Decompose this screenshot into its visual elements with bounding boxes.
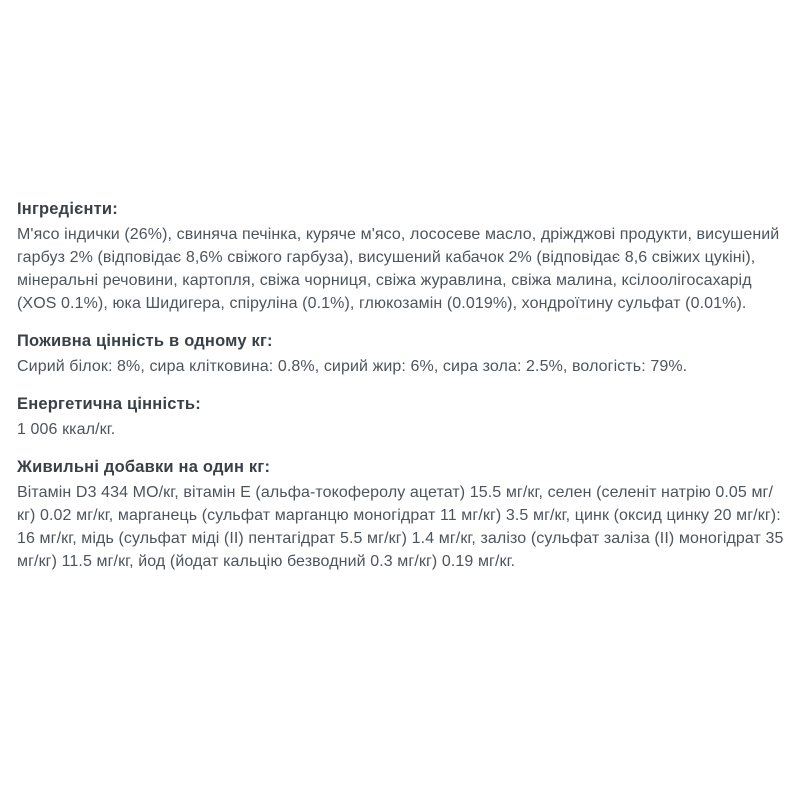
nutritional-additives-text: Вітамін D3 434 МО/кг, вітамін Е (альфа-токоферолу ацетат) 15.5 мг/кг, селен (селеніт натрію 0.05 мг/кг) 0.02 мг/кг, марганець (сульфат марганцю моногідрат 11 мг/кг) 3.5 мг/кг, цинк (оксид цинку 20 мг/кг): 16 мг/кг, мідь (сульфат міді (II) пентагідрат 5.5 мг/кг) 1.4 мг/кг, залізо (сульфат заліза (II) моногідрат 35 мг/кг) 11.5 мг/кг, йод (йодат кальцію безводний 0.3 мг/кг) 0.19 мг/кг. — [17, 484, 784, 570]
energy-value-text: 1 006 ккал/кг. — [17, 421, 116, 438]
ingredients-text: М'ясо індички (26%), свиняча печінка, куряче м'ясо, лососеве масло, дріжджові продукти, висушений гарбуз 2% (відповідає 8,6% свіжого гарбуза), висушений кабачок 2% (відповідає 8,6 свіжих цукіні), мінеральні речовини, картопля, свіжа чорниця, свіжа журавлина, свіжа малина, ксілоолігосахарід (XOS 0.1%), юка Шидигера, спіруліна (0.1%), глюкозамін (0.019%), хондроїтину сульфат (0.01%). — [17, 226, 780, 312]
energy-value-heading: Енергетична цінність: — [17, 395, 201, 413]
section-nutritional-additives — [17, 456, 784, 573]
section-energy-value — [17, 393, 784, 441]
nutritional-value-heading: Поживна цінність в одному кг: — [17, 332, 273, 350]
nutritional-value-text: Сирий білок: 8%, сира клітковина: 0.8%, сирий жир: 6%, сира зола: 2.5%, вологість: 79%. — [17, 358, 688, 375]
section-ingredients — [17, 198, 784, 315]
section-nutritional-value — [17, 330, 784, 378]
ingredients-heading: Інгредієнти: — [17, 200, 118, 218]
nutritional-additives-heading: Живильні добавки на один кг: — [17, 458, 271, 476]
